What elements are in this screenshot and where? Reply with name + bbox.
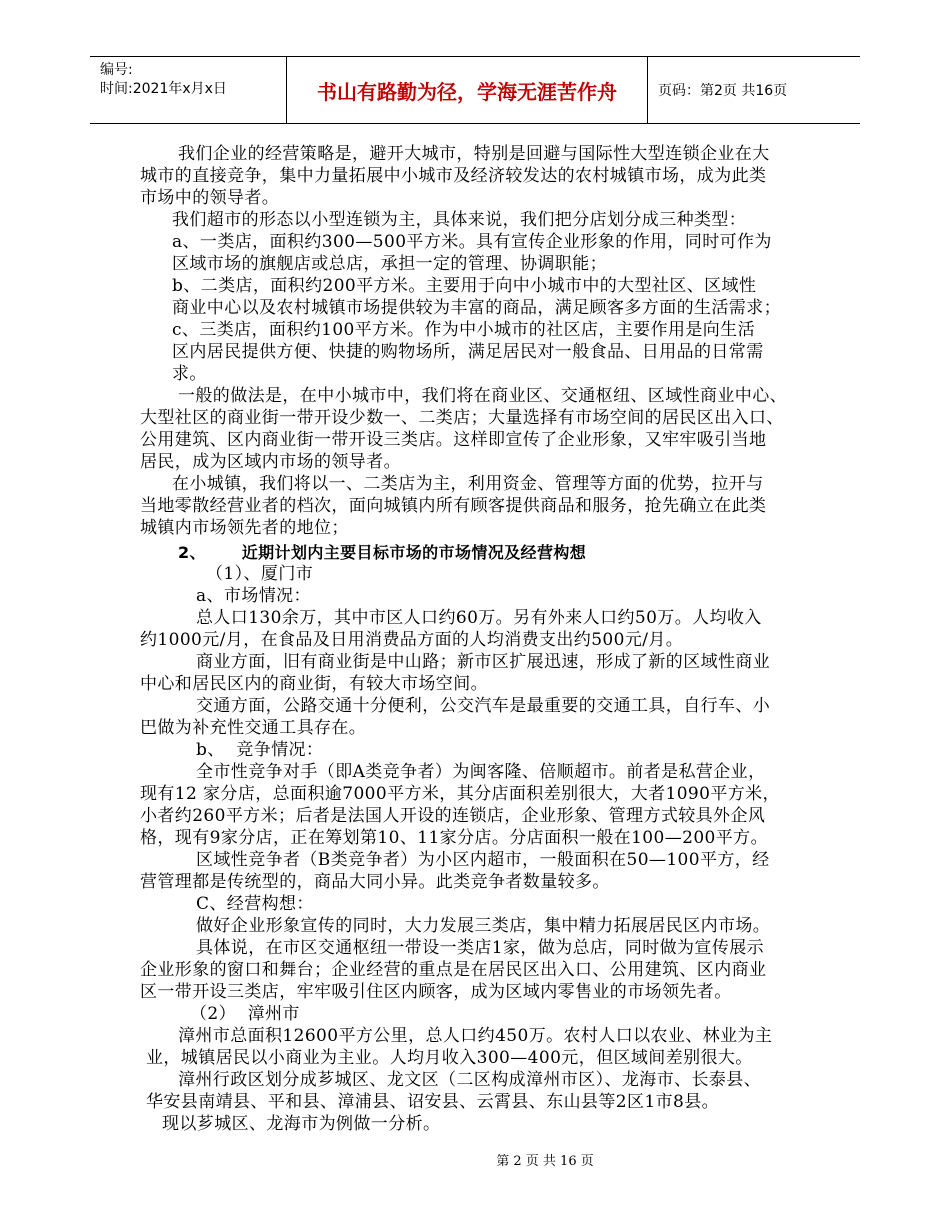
text-line: 漳州行政区划分成芗城区、龙文区（二区构成漳州市区）、龙海市、长泰县、: [178, 1070, 762, 1090]
text-line: 巴做为补充性交通工具存在。: [140, 718, 367, 738]
text-line: C、经营构想：: [196, 894, 314, 914]
text-line: 做好企业形象宣传的同时，大力发展三类店，集中精力拓展居民区内市场。: [196, 916, 771, 936]
subsection-heading: （1）、厦门市: [206, 564, 314, 584]
text-line: a、一类店，面积约300—500平方米。具有宣传企业形象的作用，同时可作为: [172, 232, 772, 252]
text-line: 求。: [172, 364, 207, 384]
subsection-heading: （2） 漳州市: [190, 1004, 300, 1024]
text-line: 全市性竞争对手（即A类竞争者）为闽客隆、倍顺超市。前者是私营企业，: [196, 762, 766, 782]
text-line: 城市的直接竞争，集中力量拓展中小城市及经济较发达的农村城镇市场，成为此类: [140, 166, 767, 186]
page-footer: 第 2 页 共 16 页: [496, 1154, 594, 1169]
text-line: 区域市场的旗舰店或总店，承担一定的管理、协调职能；: [172, 254, 607, 274]
text-line: 商业中心以及农村城镇市场提供较为丰富的商品，满足顾客多方面的生活需求；: [172, 298, 781, 318]
header-motto: 书山有路勤为径，学海无涯苦作舟: [317, 79, 617, 104]
text-line: 交通方面，公路交通十分便利，公交汽车是最重要的交通工具，自行车、小: [196, 696, 771, 716]
text-line: 格，现有9家分店，正在筹划第10、11家分店。分店面积一般在100—200平方。: [140, 828, 768, 848]
text-line: 当地零散经营业者的档次，面向城镇内所有顾客提供商品和服务，抢先确立在此类: [140, 496, 767, 516]
text-line: 城镇内市场领先者的地位；: [140, 518, 349, 538]
time-label: 时间:2021年x月x日: [100, 81, 227, 97]
text-line: 业，城镇居民以小商业为主业。人均月收入300—400元，但区域间差别很大。: [146, 1048, 753, 1068]
header-page-info: 页码：第2页 共16页: [658, 83, 788, 99]
text-line: 居民，成为区域内市场的领导者。: [140, 452, 401, 472]
section-heading: 2、 近期计划内主要目标市场的市场情况及经营构想: [178, 543, 587, 562]
text-line: 企业形象的窗口和舞台；企业经营的重点是在居民区出入口、公用建筑、区内商业: [140, 960, 767, 980]
text-line: 一般的做法是，在中小城市中，我们将在商业区、交通枢纽、区域性商业中心、: [178, 386, 787, 406]
number-label: 编号:: [100, 62, 133, 78]
text-line: 大型社区的商业街一带开设少数一、二类店；大量选择有市场空间的居民区出入口、: [140, 408, 784, 428]
text-line: 公用建筑、区内商业街一带开设三类店。这样即宣传了企业形象，又牢牢吸引当地: [140, 430, 767, 450]
text-line: 华安县南靖县、平和县、漳浦县、诏安县、云霄县、东山县等2区1市8县。: [146, 1092, 720, 1112]
text-line: 营管理都是传统型的，商品大同小异。此类竞争者数量较多。: [140, 872, 610, 892]
text-line: b、 竞争情况：: [196, 740, 324, 760]
text-line: 我们企业的经营策略是，避开大城市，特别是回避与国际性大型连锁企业在大: [178, 144, 770, 164]
text-line: c、三类店，面积约100平方米。作为中小城市的社区店，主要作用是向生活: [172, 320, 755, 340]
text-line: 在小城镇，我们将以一、二类店为主，利用资金、管理等方面的优势，拉开与: [172, 474, 764, 494]
text-line: 现以芗城区、龙海市为例做一分析。: [162, 1114, 441, 1134]
text-line: 漳州市总面积12600平方公里，总人口约450万。农村人口以农业、林业为主: [178, 1026, 773, 1046]
text-line: 具体说，在市区交通枢纽一带设一类店1家，做为总店，同时做为宣传展示: [196, 938, 765, 958]
text-line: 小者约260平方米；后者是法国人开设的连锁店，企业形象、管理方式较具外企风: [140, 806, 766, 826]
text-line: 区域性竞争者（B类竞争者）为小区内超市，一般面积在50—100平方，经: [196, 850, 770, 870]
text-line: 区一带开设三类店，牢牢吸引住区内顾客，成为区域内零售业的市场领先者。: [140, 982, 732, 1002]
text-line: 区内居民提供方便、快捷的购物场所，满足居民对一般食品、日用品的日常需: [172, 342, 764, 362]
text-line: 商业方面，旧有商业街是中山路；新市区扩展迅速，形成了新的区域性商业: [196, 652, 771, 672]
text-line: 中心和居民区内的商业街，有较大市场空间。: [140, 674, 488, 694]
text-line: 我们超市的形态以小型连锁为主，具体来说，我们把分店划分成三种类型：: [172, 210, 747, 230]
text-line: a、市场情况：: [196, 586, 311, 606]
text-line: 现有12 家分店，总面积逾7000平方米，其分店面积差别很大，大者1090平方米，: [140, 784, 780, 804]
text-line: 约1000元/月，在食品及日用消费品方面的人均消费支出约500元/月。: [140, 630, 684, 650]
text-line: b、二类店，面积约200平方米。主要用于向中小城市中的大型社区、区域性: [172, 276, 757, 296]
text-line: 总人口130余万，其中市区人口约60万。另有外来人口约50万。人均收入: [196, 608, 762, 628]
text-line: 市场中的领导者。: [140, 188, 280, 208]
